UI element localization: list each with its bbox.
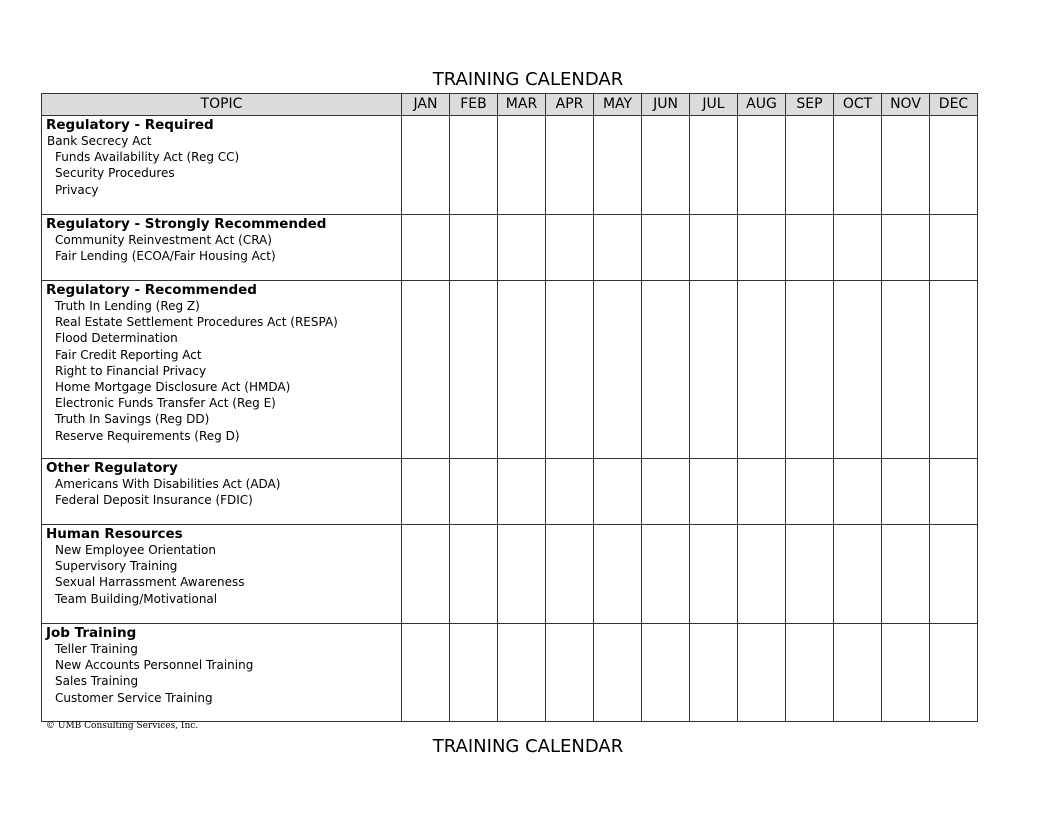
header-month-nov: NOV — [882, 94, 930, 116]
month-cell-may[interactable] — [594, 215, 642, 281]
header-month-may: MAY — [594, 94, 642, 116]
section-title: Regulatory - Recommended — [46, 282, 257, 298]
month-cell-jun[interactable] — [642, 116, 690, 215]
header-month-oct: OCT — [834, 94, 882, 116]
month-cell-feb[interactable] — [450, 525, 498, 624]
month-cell-feb[interactable] — [450, 459, 498, 525]
month-cell-jul[interactable] — [690, 525, 738, 624]
month-cell-jan[interactable] — [402, 525, 450, 624]
month-cell-jan[interactable] — [402, 624, 450, 722]
section-row — [42, 116, 978, 215]
month-cell-sep[interactable] — [786, 624, 834, 722]
month-cell-nov[interactable] — [882, 459, 930, 525]
topic-item: Fair Credit Reporting Act — [55, 347, 202, 362]
section-row — [42, 281, 978, 459]
month-cell-jun[interactable] — [642, 459, 690, 525]
topic-item: Sexual Harrassment Awareness — [55, 575, 245, 590]
month-cell-oct[interactable] — [834, 215, 882, 281]
section-row — [42, 459, 978, 525]
month-cell-apr[interactable] — [546, 116, 594, 215]
topic-cell — [42, 281, 402, 459]
month-cell-aug[interactable] — [738, 459, 786, 525]
topic-item: Bank Secrecy Act — [47, 134, 152, 148]
month-cell-mar[interactable] — [498, 459, 546, 525]
month-cell-aug[interactable] — [738, 281, 786, 459]
header-month-jun: JUN — [642, 94, 690, 116]
month-cell-jun[interactable] — [642, 215, 690, 281]
month-cell-sep[interactable] — [786, 459, 834, 525]
month-cell-jul[interactable] — [690, 281, 738, 459]
month-cell-oct[interactable] — [834, 525, 882, 624]
month-cell-oct[interactable] — [834, 624, 882, 722]
month-cell-sep[interactable] — [786, 525, 834, 624]
topic-item: Real Estate Settlement Procedures Act (RESPA) — [55, 315, 338, 330]
header-month-sep: SEP — [786, 94, 834, 116]
topic-cell — [42, 215, 402, 281]
header-month-dec: DEC — [930, 94, 978, 116]
month-cell-mar[interactable] — [498, 525, 546, 624]
month-cell-feb[interactable] — [450, 116, 498, 215]
topic-item: Truth In Lending (Reg Z) — [55, 299, 200, 313]
topic-item: Community Reinvestment Act (CRA) — [55, 233, 272, 247]
month-cell-dec[interactable] — [930, 624, 978, 722]
month-cell-nov[interactable] — [882, 624, 930, 722]
topic-item: Customer Service Training — [55, 690, 213, 705]
topic-cell — [42, 525, 402, 624]
topic-item: Sales Training — [55, 674, 139, 689]
topic-item: Fair Lending (ECOA/Fair Housing Act) — [55, 249, 276, 264]
topic-item: Privacy — [55, 182, 99, 197]
month-cell-may[interactable] — [594, 525, 642, 624]
month-cell-may[interactable] — [594, 624, 642, 722]
section-title: Job Training — [46, 625, 137, 641]
month-cell-mar[interactable] — [498, 281, 546, 459]
month-cell-dec[interactable] — [930, 459, 978, 525]
section-row — [42, 624, 978, 722]
month-cell-aug[interactable] — [738, 525, 786, 624]
topic-item: Supervisory Training — [55, 559, 178, 574]
month-cell-aug[interactable] — [738, 215, 786, 281]
topic-item: Flood Determination — [55, 331, 178, 346]
section-title: Human Resources — [46, 526, 183, 542]
section-title: Other Regulatory — [46, 460, 178, 476]
month-cell-feb[interactable] — [450, 215, 498, 281]
training-calendar-table — [41, 93, 978, 722]
topic-item: Team Building/Motivational — [55, 591, 218, 606]
topic-item: Teller Training — [55, 642, 138, 656]
topic-item: Right to Financial Privacy — [55, 363, 207, 378]
month-cell-may[interactable] — [594, 459, 642, 525]
topic-item: Funds Availability Act (Reg CC) — [55, 150, 240, 165]
month-cell-may[interactable] — [594, 116, 642, 215]
topic-item: New Employee Orientation — [55, 543, 216, 557]
month-cell-nov[interactable] — [882, 215, 930, 281]
month-cell-aug[interactable] — [738, 624, 786, 722]
month-cell-nov[interactable] — [882, 281, 930, 459]
header-month-feb: FEB — [450, 94, 498, 116]
topic-item: New Accounts Personnel Training — [55, 658, 254, 673]
header-month-jan: JAN — [402, 94, 450, 116]
month-cell-sep[interactable] — [786, 281, 834, 459]
section-title: Regulatory - Required — [46, 117, 214, 133]
header-row — [42, 94, 978, 116]
month-cell-jan[interactable] — [402, 215, 450, 281]
section-row — [42, 525, 978, 624]
month-cell-jun[interactable] — [642, 624, 690, 722]
month-cell-dec[interactable] — [930, 215, 978, 281]
month-cell-oct[interactable] — [834, 459, 882, 525]
header-month-aug: AUG — [738, 94, 786, 116]
month-cell-sep[interactable] — [786, 215, 834, 281]
month-cell-may[interactable] — [594, 281, 642, 459]
month-cell-jul[interactable] — [690, 624, 738, 722]
month-cell-jul[interactable] — [690, 116, 738, 215]
month-cell-dec[interactable] — [930, 525, 978, 624]
month-cell-dec[interactable] — [930, 281, 978, 459]
month-cell-feb[interactable] — [450, 281, 498, 459]
topic-item: Electronic Funds Transfer Act (Reg E) — [55, 396, 276, 411]
page-title: TRAINING CALENDAR — [432, 69, 624, 90]
copyright-notice: © UMB Consulting Services, Inc. — [46, 721, 199, 731]
topic-cell — [42, 624, 402, 722]
topic-cell — [42, 116, 402, 215]
month-cell-apr[interactable] — [546, 459, 594, 525]
month-cell-apr[interactable] — [546, 281, 594, 459]
month-cell-jun[interactable] — [642, 281, 690, 459]
month-cell-jan[interactable] — [402, 281, 450, 459]
month-cell-feb[interactable] — [450, 624, 498, 722]
month-cell-sep[interactable] — [786, 116, 834, 215]
month-cell-jan[interactable] — [402, 116, 450, 215]
header-month-mar: MAR — [498, 94, 546, 116]
footer-title: TRAINING CALENDAR — [432, 736, 624, 757]
month-cell-nov[interactable] — [882, 525, 930, 624]
topic-item: Security Procedures — [55, 166, 175, 181]
header-month-jul: JUL — [690, 94, 738, 116]
topic-item: Federal Deposit Insurance (FDIC) — [55, 493, 253, 508]
month-cell-nov[interactable] — [882, 116, 930, 215]
month-cell-mar[interactable] — [498, 116, 546, 215]
month-cell-apr[interactable] — [546, 525, 594, 624]
month-cell-jul[interactable] — [690, 459, 738, 525]
topic-cell — [42, 459, 402, 525]
header-topic: TOPIC — [42, 94, 402, 116]
month-cell-dec[interactable] — [930, 116, 978, 215]
topic-item: Americans With Disabilities Act (ADA) — [55, 477, 281, 491]
month-cell-apr[interactable] — [546, 624, 594, 722]
month-cell-jun[interactable] — [642, 525, 690, 624]
month-cell-oct[interactable] — [834, 116, 882, 215]
month-cell-aug[interactable] — [738, 116, 786, 215]
topic-item: Reserve Requirements (Reg D) — [55, 428, 240, 443]
topic-item: Home Mortgage Disclosure Act (HMDA) — [55, 380, 291, 395]
month-cell-mar[interactable] — [498, 624, 546, 722]
month-cell-jan[interactable] — [402, 459, 450, 525]
month-cell-jul[interactable] — [690, 215, 738, 281]
section-title: Regulatory - Strongly Recommended — [46, 216, 327, 232]
topic-item: Truth In Savings (Reg DD) — [55, 412, 210, 427]
month-cell-oct[interactable] — [834, 281, 882, 459]
month-cell-apr[interactable] — [546, 215, 594, 281]
header-month-apr: APR — [546, 94, 594, 116]
month-cell-mar[interactable] — [498, 215, 546, 281]
section-row — [42, 215, 978, 281]
